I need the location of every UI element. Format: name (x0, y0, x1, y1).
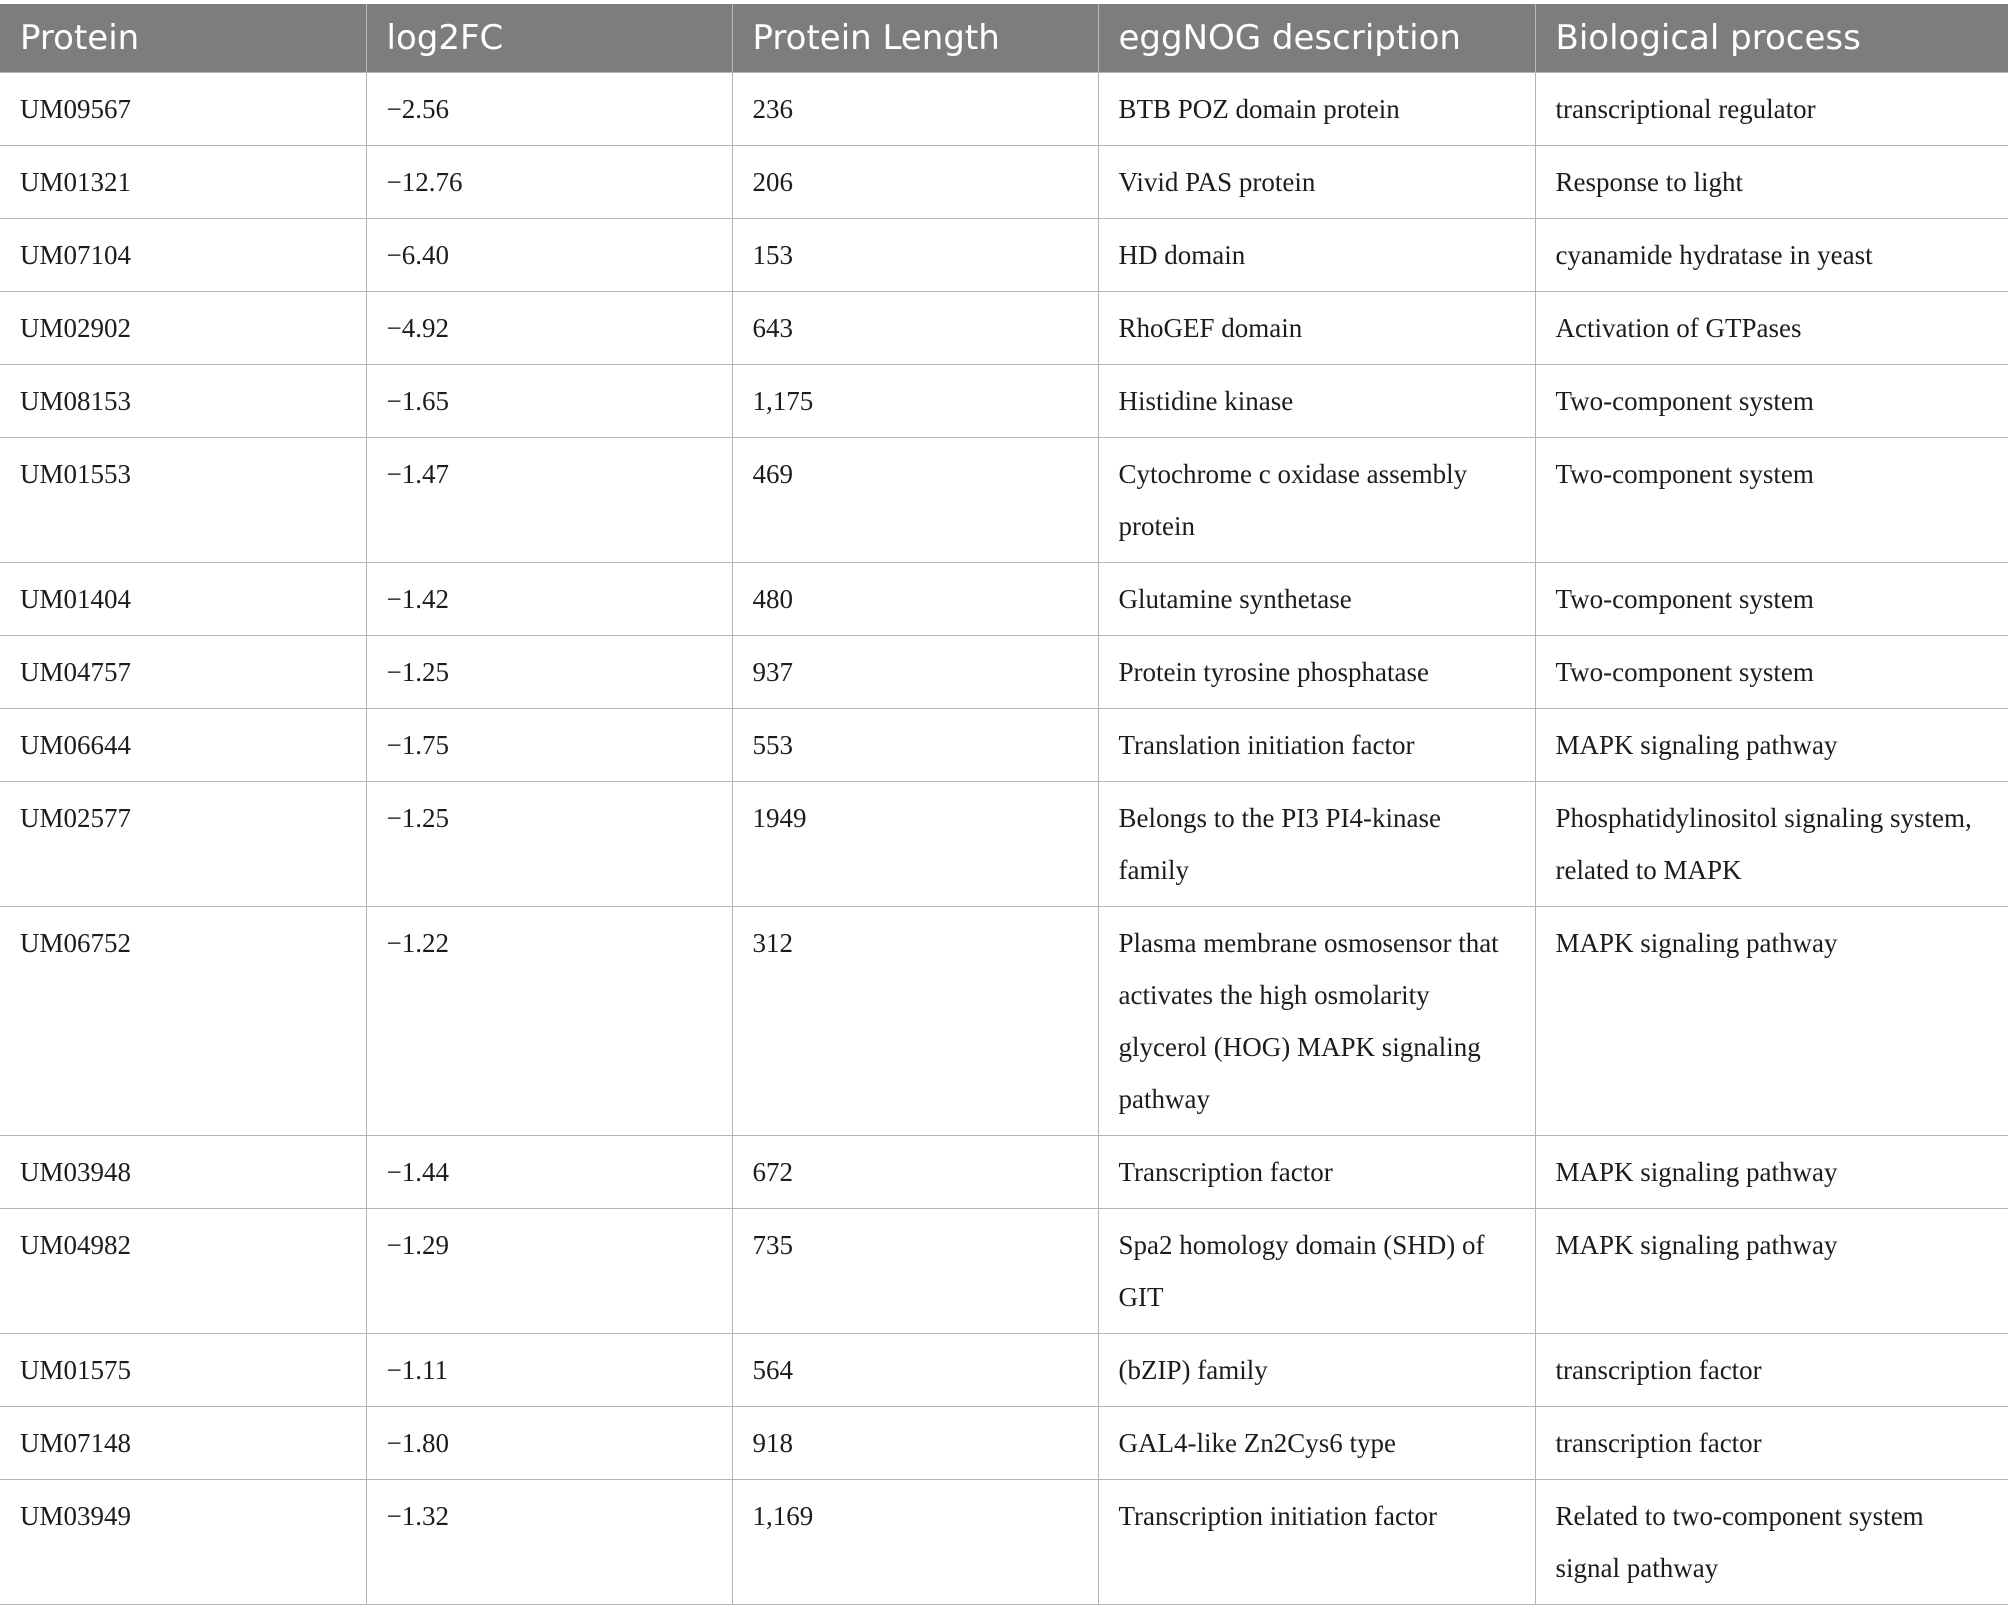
table-row (0, 906, 2008, 1135)
cell-eggnog-description: Transcription factor (1098, 1135, 1535, 1208)
table-row (0, 72, 2008, 145)
cell-protein-length: 469 (732, 437, 1098, 562)
table-row (0, 1406, 2008, 1479)
cell-protein-length: 553 (732, 708, 1098, 781)
header-protein: Protein (0, 4, 366, 72)
cell-log2fc: −1.75 (366, 708, 732, 781)
cell-protein: UM01321 (0, 145, 366, 218)
cell-protein-length: 236 (732, 72, 1098, 145)
cell-protein-length: 480 (732, 562, 1098, 635)
cell-biological-process: transcription factor (1535, 1406, 2008, 1479)
cell-eggnog-description: GAL4-like Zn2Cys6 type (1098, 1406, 1535, 1479)
cell-biological-process: Two-component system (1535, 635, 2008, 708)
cell-protein-length: 1,169 (732, 1479, 1098, 1604)
cell-log2fc: −6.40 (366, 218, 732, 291)
cell-biological-process: Activation of GTPases (1535, 291, 2008, 364)
protein-table (0, 4, 2008, 1605)
cell-biological-process: MAPK signaling pathway (1535, 708, 2008, 781)
cell-protein: UM06752 (0, 906, 366, 1135)
cell-biological-process: cyanamide hydratase in yeast (1535, 218, 2008, 291)
cell-protein-length: 937 (732, 635, 1098, 708)
cell-protein: UM01404 (0, 562, 366, 635)
cell-log2fc: −1.25 (366, 635, 732, 708)
table-row (0, 562, 2008, 635)
cell-eggnog-description: Translation initiation factor (1098, 708, 1535, 781)
cell-biological-process: transcriptional regulator (1535, 72, 2008, 145)
cell-log2fc: −1.44 (366, 1135, 732, 1208)
table-row (0, 145, 2008, 218)
cell-protein: UM03949 (0, 1479, 366, 1604)
cell-eggnog-description: Cytochrome c oxidase assembly protein (1098, 437, 1535, 562)
header-eggnog-description: eggNOG description (1098, 4, 1535, 72)
cell-biological-process: Two-component system (1535, 437, 2008, 562)
cell-protein: UM03948 (0, 1135, 366, 1208)
cell-eggnog-description: Spa2 homology domain (SHD) of GIT (1098, 1208, 1535, 1333)
table-row (0, 1333, 2008, 1406)
cell-log2fc: −1.22 (366, 906, 732, 1135)
header-log2fc: log2FC (366, 4, 732, 72)
cell-protein-length: 312 (732, 906, 1098, 1135)
cell-log2fc: −1.65 (366, 364, 732, 437)
cell-eggnog-description: Plasma membrane osmosensor that activates the high osmolarity glycerol (HOG) MAPK signaling pathway (1098, 906, 1535, 1135)
cell-biological-process: MAPK signaling pathway (1535, 906, 2008, 1135)
cell-biological-process: Two-component system (1535, 562, 2008, 635)
table-row (0, 1208, 2008, 1333)
cell-biological-process: transcription factor (1535, 1333, 2008, 1406)
cell-eggnog-description: Histidine kinase (1098, 364, 1535, 437)
cell-log2fc: −1.11 (366, 1333, 732, 1406)
cell-log2fc: −1.32 (366, 1479, 732, 1604)
table-row (0, 437, 2008, 562)
cell-protein-length: 153 (732, 218, 1098, 291)
cell-log2fc: −4.92 (366, 291, 732, 364)
table-row (0, 708, 2008, 781)
table-row (0, 635, 2008, 708)
cell-protein-length: 1949 (732, 781, 1098, 906)
cell-eggnog-description: Transcription initiation factor (1098, 1479, 1535, 1604)
cell-eggnog-description: Belongs to the PI3 PI4-kinase family (1098, 781, 1535, 906)
cell-eggnog-description: BTB POZ domain protein (1098, 72, 1535, 145)
cell-biological-process: Response to light (1535, 145, 2008, 218)
cell-biological-process: Phosphatidylinositol signaling system, related to MAPK (1535, 781, 2008, 906)
cell-log2fc: −1.47 (366, 437, 732, 562)
cell-log2fc: −1.80 (366, 1406, 732, 1479)
document (0, 4, 2008, 1605)
cell-log2fc: −1.29 (366, 1208, 732, 1333)
cell-protein: UM04982 (0, 1208, 366, 1333)
cell-eggnog-description: (bZIP) family (1098, 1333, 1535, 1406)
table-row (0, 1135, 2008, 1208)
cell-protein-length: 672 (732, 1135, 1098, 1208)
cell-biological-process: MAPK signaling pathway (1535, 1208, 2008, 1333)
cell-protein-length: 643 (732, 291, 1098, 364)
cell-protein-length: 206 (732, 145, 1098, 218)
cell-protein: UM02577 (0, 781, 366, 906)
cell-eggnog-description: Glutamine synthetase (1098, 562, 1535, 635)
header-row (0, 4, 2008, 72)
table-header (0, 4, 2008, 72)
table-row (0, 364, 2008, 437)
cell-log2fc: −12.76 (366, 145, 732, 218)
cell-eggnog-description: Vivid PAS protein (1098, 145, 1535, 218)
cell-protein: UM07104 (0, 218, 366, 291)
header-protein-length: Protein Length (732, 4, 1098, 72)
cell-protein-length: 1,175 (732, 364, 1098, 437)
cell-log2fc: −1.25 (366, 781, 732, 906)
cell-protein-length: 735 (732, 1208, 1098, 1333)
table-row (0, 781, 2008, 906)
cell-eggnog-description: Protein tyrosine phosphatase (1098, 635, 1535, 708)
cell-protein: UM08153 (0, 364, 366, 437)
cell-protein: UM09567 (0, 72, 366, 145)
cell-protein: UM01575 (0, 1333, 366, 1406)
cell-protein: UM02902 (0, 291, 366, 364)
cell-protein: UM06644 (0, 708, 366, 781)
table-body (0, 72, 2008, 1604)
table-row (0, 1479, 2008, 1604)
header-biological-process: Biological process (1535, 4, 2008, 72)
table-row (0, 291, 2008, 364)
cell-biological-process: Two-component system (1535, 364, 2008, 437)
cell-biological-process: MAPK signaling pathway (1535, 1135, 2008, 1208)
cell-eggnog-description: HD domain (1098, 218, 1535, 291)
cell-protein: UM01553 (0, 437, 366, 562)
cell-log2fc: −1.42 (366, 562, 732, 635)
cell-protein-length: 918 (732, 1406, 1098, 1479)
cell-protein-length: 564 (732, 1333, 1098, 1406)
table-row (0, 218, 2008, 291)
cell-log2fc: −2.56 (366, 72, 732, 145)
cell-biological-process: Related to two-component system signal pathway (1535, 1479, 2008, 1604)
cell-protein: UM04757 (0, 635, 366, 708)
cell-protein: UM07148 (0, 1406, 366, 1479)
cell-eggnog-description: RhoGEF domain (1098, 291, 1535, 364)
